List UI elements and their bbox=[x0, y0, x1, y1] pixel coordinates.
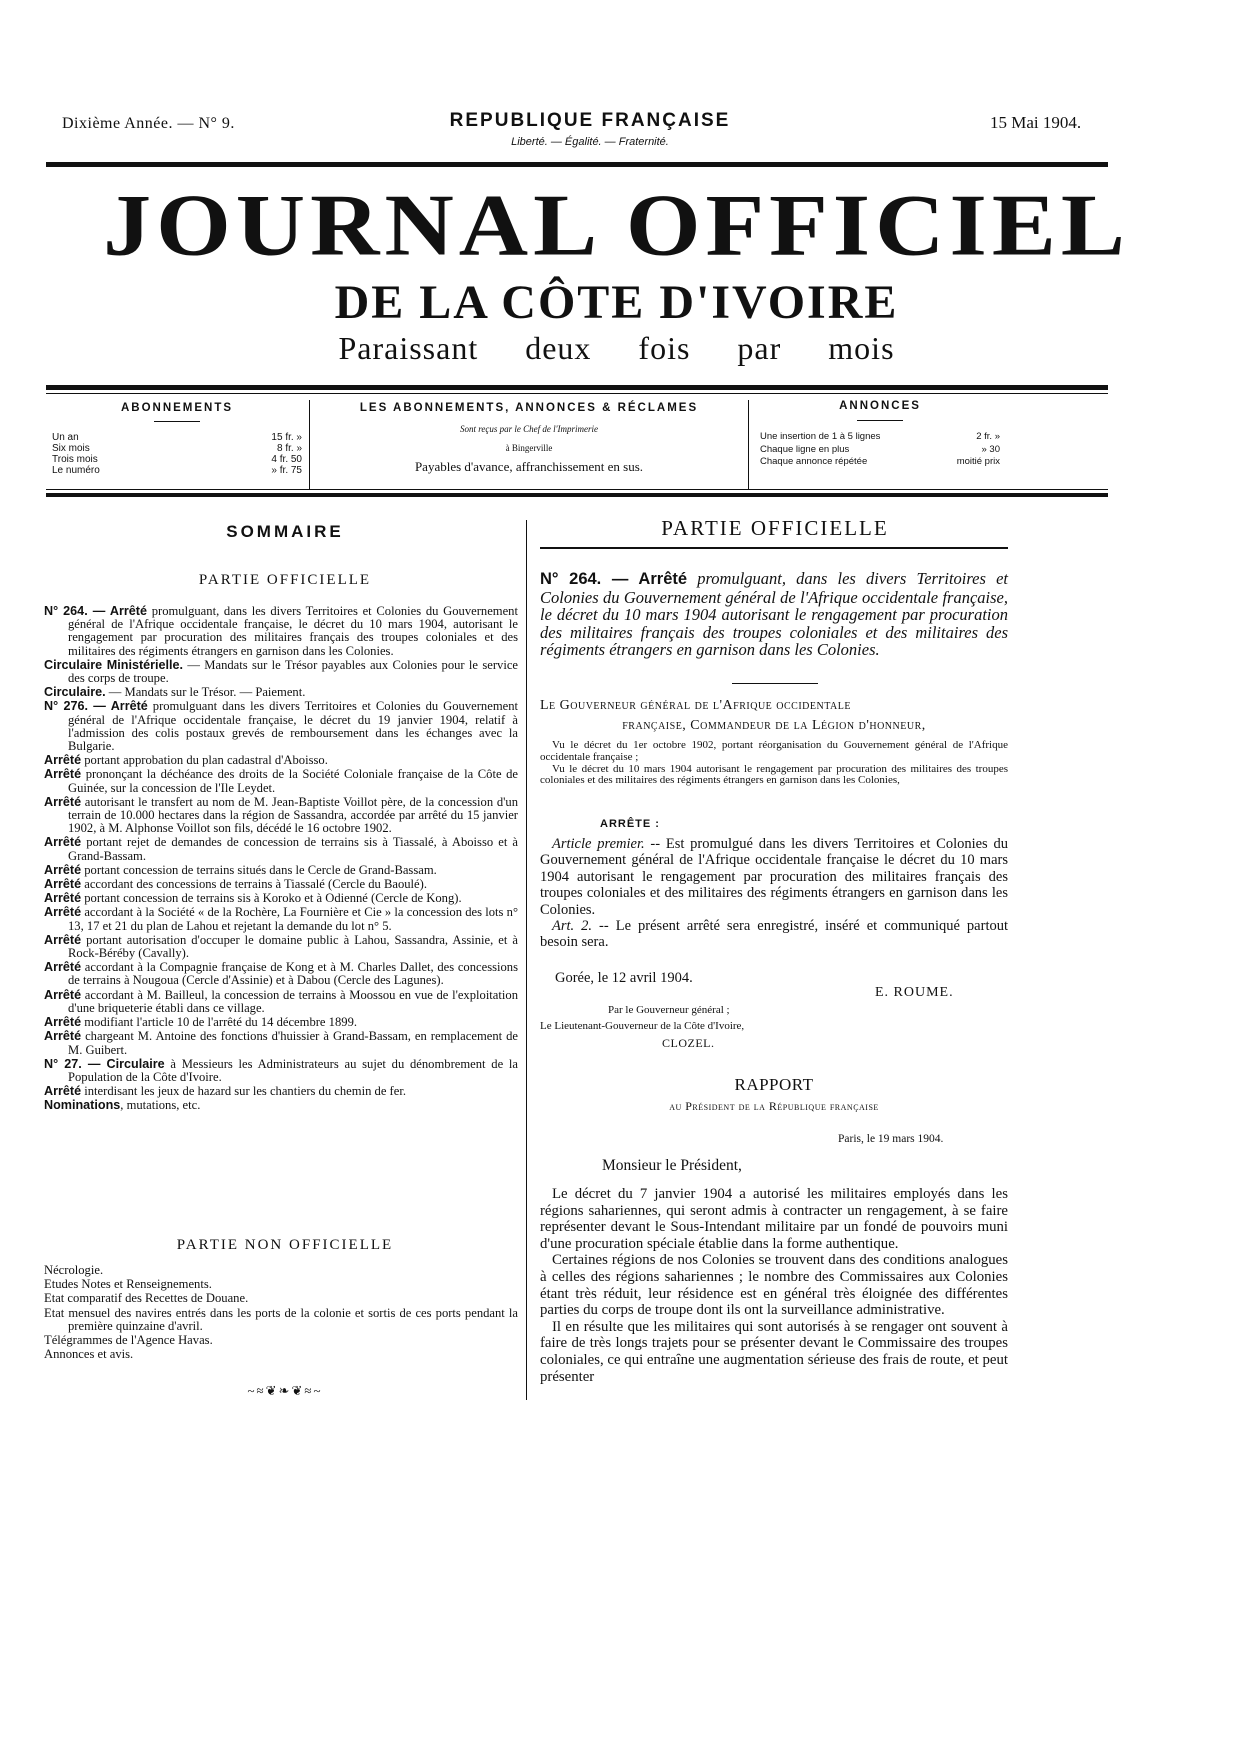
abonnement-row bbox=[52, 432, 302, 443]
abonnements-underline bbox=[154, 421, 200, 422]
center-line1: Sont reçus par le Chef de l'Imprimerie bbox=[459, 424, 599, 434]
sommaire-entry bbox=[44, 836, 518, 862]
sommaire-entry-text: accordant à M. Bailleul, la concession de terrains à Moossou en vue de l'exploitation d'une briqueterie établi dans ce village. bbox=[68, 987, 518, 1015]
arrete-264 bbox=[540, 570, 1008, 659]
non-officielle-item: Nécrologie. bbox=[44, 1263, 104, 1277]
sommaire-entry-lead: Arrêté bbox=[44, 1015, 82, 1030]
box-divider-left bbox=[309, 400, 310, 490]
abonnements-rows bbox=[52, 432, 302, 476]
annonce-row bbox=[760, 431, 1000, 444]
sommaire-title: SOMMAIRE bbox=[226, 522, 344, 541]
non-officielle-item: Télégrammes de l'Agence Havas. bbox=[44, 1333, 213, 1348]
abonnement-label: Le numéro bbox=[52, 465, 100, 476]
annonce-row bbox=[760, 456, 1000, 469]
annonce-price: » 30 bbox=[981, 443, 1000, 455]
sommaire-entry bbox=[44, 754, 518, 767]
article-2 bbox=[540, 918, 1008, 951]
journal-subtitle: DE LA CÔTE D'IVOIRE bbox=[334, 276, 899, 329]
sommaire-entry-lead: Arrêté bbox=[44, 905, 82, 920]
arrete-264-title: promulguant, dans les divers Territoires et Colonies du Gouvernement général de l'Afrique occidentale française, le décret du 10 mars 1904 autorisant le rengagement par procuration des militaires français des troupes coloniales et des militaires des régiments étrangers en garnison dans les Colonies. bbox=[540, 569, 1009, 660]
governor-line2: française, Commandeur de la Légion d'honneur, bbox=[622, 718, 926, 733]
sommaire-entry-text: accordant à la Société « de la Rochère, La Fournière et Cie » la concession des lots n° 13, 17 et 21 du plan de Lahou et rejetant la demande du lot n° 5. bbox=[68, 905, 518, 933]
rapport-para-1: Le décret du 7 janvier 1904 a autorisé les militaires employés dans les régions sahariennes, qui seront admis à contracter un rengagement, à se faire représenter devant le Sous-Intendant militaire par un fondé de pouvoirs muni d'une procuration spéciale établie dans la forme authentique. bbox=[540, 1186, 1008, 1252]
sommaire-entry-text: prononçant la déchéance des droits de la Société Coloniale française de la Côte de Guinée, sur la concession de l'Ile Leydet. bbox=[68, 767, 518, 795]
sommaire-entry-lead: Arrêté bbox=[44, 753, 82, 768]
sommaire-entry-text: portant approbation du plan cadastral d'Aboisso. bbox=[81, 753, 328, 768]
governor-line1: Le Gouverneur général de l'Afrique occidentale bbox=[540, 698, 851, 713]
articles bbox=[540, 836, 1008, 951]
center-box bbox=[312, 402, 746, 475]
annonce-price: moitié prix bbox=[956, 456, 1000, 467]
sommaire-entry bbox=[44, 768, 518, 794]
abonnement-row bbox=[52, 443, 302, 454]
sommaire-entry-lead: Arrêté bbox=[44, 891, 82, 906]
sommaire-entry-lead: Arrêté bbox=[44, 1029, 82, 1044]
annonce-row bbox=[760, 444, 1000, 457]
annonces-underline bbox=[857, 420, 903, 421]
sommaire-entry-text: interdisant les jeux de hazard sur les chantiers du chemin de fer. bbox=[81, 1084, 406, 1099]
non-officielle-item: Etat comparatif des Recettes de Douane. bbox=[44, 1291, 249, 1306]
rapport-para-3: Il en résulte que les militaires qui sont autorisés à se rengager ont souvent à faire de très longs trajets pour se présenter devant le Commissaire des troupes coloniales, ce qui entraîne une augmentation sérieuse des frais de route, et peut présenter bbox=[540, 1318, 1008, 1385]
sommaire-entry bbox=[44, 934, 518, 960]
sommaire-entry bbox=[44, 1085, 518, 1098]
sommaire-entry bbox=[44, 961, 518, 987]
frequency: Paraissant deux fois par mois bbox=[338, 330, 895, 366]
governor-heading bbox=[540, 696, 1008, 736]
sommaire-entry bbox=[44, 864, 518, 877]
center-line3: Payables d'avance, affranchissement en sus. bbox=[414, 459, 644, 474]
sommaire-entry-lead: N° 264. — Arrêté bbox=[44, 604, 148, 618]
box-rule-bottom-thick bbox=[46, 493, 1108, 497]
sommaire-entry bbox=[44, 659, 518, 685]
abonnement-label: Un an bbox=[52, 432, 79, 443]
country-title: REPUBLIQUE FRANÇAISE bbox=[449, 110, 731, 131]
sommaire-entry-text: promulguant, dans les divers Territoires et Colonies du Gouvernement général de l'Afrique occidentale française, le décret du 10 mars 1904, autorisant le rengagement par procuration des militaires français des troupes coloniales et des militaires des régiments étrangers en garnison dans les Colonies. bbox=[68, 604, 518, 658]
header-rule bbox=[46, 162, 1108, 167]
sommaire-entry-lead: Nominations bbox=[44, 1098, 121, 1113]
sommaire-entry-text: portant rejet de demandes de concession de terrains sis à Tiassalé, à Aboisso et à Grand-Bassam. bbox=[68, 835, 518, 863]
sommaire-entry-lead: Arrêté bbox=[44, 862, 82, 877]
sommaire-entry-text: à Messieurs les Administrateurs au sujet du dénombrement de la Population de la Côte d'Ivoire. bbox=[68, 1056, 519, 1084]
rapport-subtitle: au Président de la République française bbox=[669, 1099, 879, 1113]
sommaire-entry bbox=[44, 878, 518, 891]
abonnements-box bbox=[52, 402, 302, 476]
center-line2: à Bingerville bbox=[505, 443, 553, 453]
sommaire-entry bbox=[44, 1016, 518, 1029]
masthead-rule-top bbox=[46, 385, 1108, 390]
sommaire-entry-text: modifiant l'article 10 de l'arrêté du 14 décembre 1899. bbox=[81, 1015, 358, 1030]
sommaire-entry bbox=[44, 989, 518, 1015]
abonnement-price: » fr. 75 bbox=[271, 465, 302, 476]
sommaire-officielle-title: PARTIE OFFICIELLE bbox=[198, 572, 372, 588]
sommaire-entry-lead: Arrêté bbox=[44, 835, 82, 850]
sommaire-entry-lead: Arrêté bbox=[44, 877, 82, 892]
sommaire-entry bbox=[44, 605, 518, 658]
sommaire-entry bbox=[44, 796, 518, 836]
issue-number: Dixième Année. — N° 9. bbox=[62, 115, 235, 132]
non-officielle-item: Etudes Notes et Renseignements. bbox=[44, 1277, 212, 1292]
abonnement-price: 8 fr. » bbox=[276, 443, 302, 454]
journal-title: JOURNAL OFFICIEL bbox=[103, 175, 1130, 274]
non-officielle-item: Etat mensuel des navires entrés dans les ports de la colonie et sortis de ces ports pendant la première quinzaine d'avril. bbox=[44, 1305, 518, 1333]
abonnement-label: Six mois bbox=[52, 443, 90, 454]
rapport-body bbox=[540, 1186, 1008, 1403]
sommaire-entry-lead: Arrêté bbox=[44, 767, 82, 782]
non-officielle-item: Annonces et avis. bbox=[44, 1347, 134, 1362]
sommaire-entry-lead: Arrêté bbox=[44, 987, 82, 1002]
sommaire-entry-text: promulguant dans les divers Territoires et Colonies du Gouvernement général de l'Afrique occidentale française, le décret du 19 janvier 1904, relatif à l'admission des colis postaux grevés de remboursement dans les échanges avec la Bulgarie. bbox=[68, 699, 518, 754]
rapport-para-2: Certaines régions de nos Colonies se trouvent dans des conditions analogues à celles des régions sahariennes ; le nombre des Commissaires aux Colonies étant très réduit, leur résidence est en général très éloignée des différentes parties du corps de troupe dont ils ont la surveillance administrative. bbox=[540, 1252, 1008, 1319]
sommaire-entry-lead: Arrêté bbox=[44, 794, 82, 809]
sommaire-entry bbox=[44, 1058, 518, 1084]
article-1-label: Article premier. bbox=[552, 836, 645, 852]
sommaire-entry-lead: Circulaire. bbox=[44, 685, 106, 700]
sommaire-entry bbox=[44, 1099, 518, 1112]
ornament: ~≈❦❧❦≈~ bbox=[247, 1383, 323, 1398]
arrete-label: ARRÊTE : bbox=[600, 818, 660, 830]
salutation: Monsieur le Président, bbox=[602, 1157, 742, 1174]
annonces-title: ANNONCES bbox=[839, 400, 921, 412]
annonce-price: 2 fr. » bbox=[976, 431, 1000, 442]
signature-clozel: CLOZEL. bbox=[662, 1036, 715, 1050]
article-1-text: -- Est promulgué dans les divers Territoires et Colonies du Gouvernement général de l'Afrique occidentale française le décret du 10 mars 1904 autorisant le rengagement par procuration des militaires français des troupes coloniales et des militaires des régiments étrangers en garnison dans les Colonies. bbox=[540, 836, 1008, 918]
article-2-text: -- Le présent arrêté sera enregistré, inséré et communiqué partout besoin sera. bbox=[540, 918, 1009, 951]
vu-1: Vu le décret du 1er octobre 1902, portant réorganisation du Gouvernement général de l'Afrique occidentale française ; bbox=[540, 739, 1008, 763]
sommaire-entry-lead: Arrêté bbox=[44, 960, 82, 975]
sommaire-entry-text: portant autorisation d'occuper le domaine public à Lahou, Sassandra, Assinie, et à Rock-Béréby (Cavally). bbox=[68, 932, 518, 961]
annonce-label: Une insertion de 1 à 5 lignes bbox=[760, 431, 881, 442]
masthead-rule-thin bbox=[46, 393, 1108, 394]
sommaire-entry bbox=[44, 892, 518, 905]
arrete-264-number: N° 264. — Arrêté bbox=[540, 570, 688, 588]
abonnements-title: ABONNEMENTS bbox=[120, 402, 234, 414]
sommaire-entry-text: autorisant le transfert au nom de M. Jean-Baptiste Voillot père, de la concession d'un terrain de 10.000 hectares dans la région de Sassandra, accordée par arrêté du 15 janvier 1902, à M. Alphonse Voillot son fils, décédé le 16 octobre 1902. bbox=[68, 794, 518, 836]
box-rule-bottom bbox=[46, 489, 1108, 490]
non-officielle-list bbox=[44, 1264, 518, 1362]
sommaire-entry-text: accordant des concessions de terrains à Tiassalé (Cercle du Baoulé). bbox=[81, 877, 427, 892]
vu-2: Vu le décret du 10 mars 1904 autorisant le rengagement par procuration des militaires des troupes coloniales et des militaires des régiments étrangers en garnison dans les Colonies, bbox=[540, 762, 1008, 787]
signature-roume: E. ROUME. bbox=[875, 985, 954, 1000]
lieutenant-gouverneur: Le Lieutenant-Gouverneur de la Côte d'Ivoire, bbox=[540, 1020, 745, 1032]
sommaire-entry bbox=[44, 686, 518, 699]
sommaire-list bbox=[44, 605, 518, 1114]
visas bbox=[540, 740, 1008, 787]
article-1 bbox=[540, 836, 1008, 918]
partie-officielle-title: PARTIE OFFICIELLE bbox=[661, 516, 889, 540]
article-2-label: Art. 2. bbox=[552, 918, 593, 935]
sommaire-entry-text: portant concession de terrains sis à Koroko et à Odienné (Cercle de Kong). bbox=[81, 891, 462, 906]
center-title: LES ABONNEMENTS, ANNONCES & RÉCLAMES bbox=[359, 402, 699, 414]
abonnement-price: 4 fr. 50 bbox=[271, 454, 302, 465]
sommaire-entry-lead: Circulaire Ministérielle. bbox=[44, 657, 184, 672]
right-title-rule bbox=[540, 547, 1008, 549]
box-divider-right bbox=[748, 400, 749, 490]
column-divider bbox=[526, 520, 527, 1400]
sommaire-entry-text: portant concession de terrains situés dans le Cercle de Grand-Bassam. bbox=[81, 862, 437, 877]
sommaire-entry-lead: Arrêté bbox=[44, 932, 82, 947]
annonces-rows bbox=[760, 431, 1000, 469]
sommaire-entry bbox=[44, 700, 518, 753]
sommaire-entry-text: accordant à la Compagnie française de Kong et à M. Charles Dallet, des concessions de terrains à Nougoua (Cercle d'Assinie) et à Dabou (Cercle des Lagunes). bbox=[68, 960, 518, 988]
annonces-box bbox=[760, 400, 1000, 469]
abonnement-row bbox=[52, 454, 302, 465]
sommaire-entry-text: — Mandats sur le Trésor. — Paiement. bbox=[105, 685, 306, 700]
abonnement-row bbox=[52, 465, 302, 476]
sommaire-entry bbox=[44, 906, 518, 932]
place-date: Gorée, le 12 avril 1904. bbox=[555, 970, 693, 986]
sommaire-entry-lead: N° 276. — Arrêté bbox=[44, 699, 148, 714]
sommaire-entry-lead: Arrêté bbox=[44, 1084, 82, 1099]
sommaire-entry-text: — Mandats sur le Trésor payables aux Colonies pour le service des corps de troupe. bbox=[68, 657, 518, 686]
annonce-label: Chaque annonce répétée bbox=[760, 456, 868, 467]
sommaire-entry-text: , mutations, etc. bbox=[120, 1098, 201, 1113]
abonnement-price: 15 fr. » bbox=[271, 432, 302, 443]
sommaire-entry-text: chargeant M. Antoine des fonctions d'huissier à Grand-Bassam, en remplacement de M. Guibert. bbox=[68, 1029, 518, 1057]
motto: Liberté. — Égalité. — Fraternité. bbox=[511, 136, 669, 148]
sommaire-entry bbox=[44, 1030, 518, 1056]
arrete-rule bbox=[732, 683, 818, 684]
annonce-label: Chaque ligne en plus bbox=[760, 443, 850, 455]
abonnement-label: Trois mois bbox=[52, 454, 98, 465]
rapport-title: RAPPORT bbox=[734, 1075, 814, 1094]
rapport-date: Paris, le 19 mars 1904. bbox=[838, 1133, 944, 1145]
sommaire-entry-lead: N° 27. — Circulaire bbox=[44, 1056, 165, 1071]
non-officielle-title: PARTIE NON OFFICIELLE bbox=[176, 1237, 394, 1253]
issue-date: 15 Mai 1904. bbox=[990, 113, 1082, 132]
par-gouverneur: Par le Gouverneur général ; bbox=[608, 1004, 730, 1016]
